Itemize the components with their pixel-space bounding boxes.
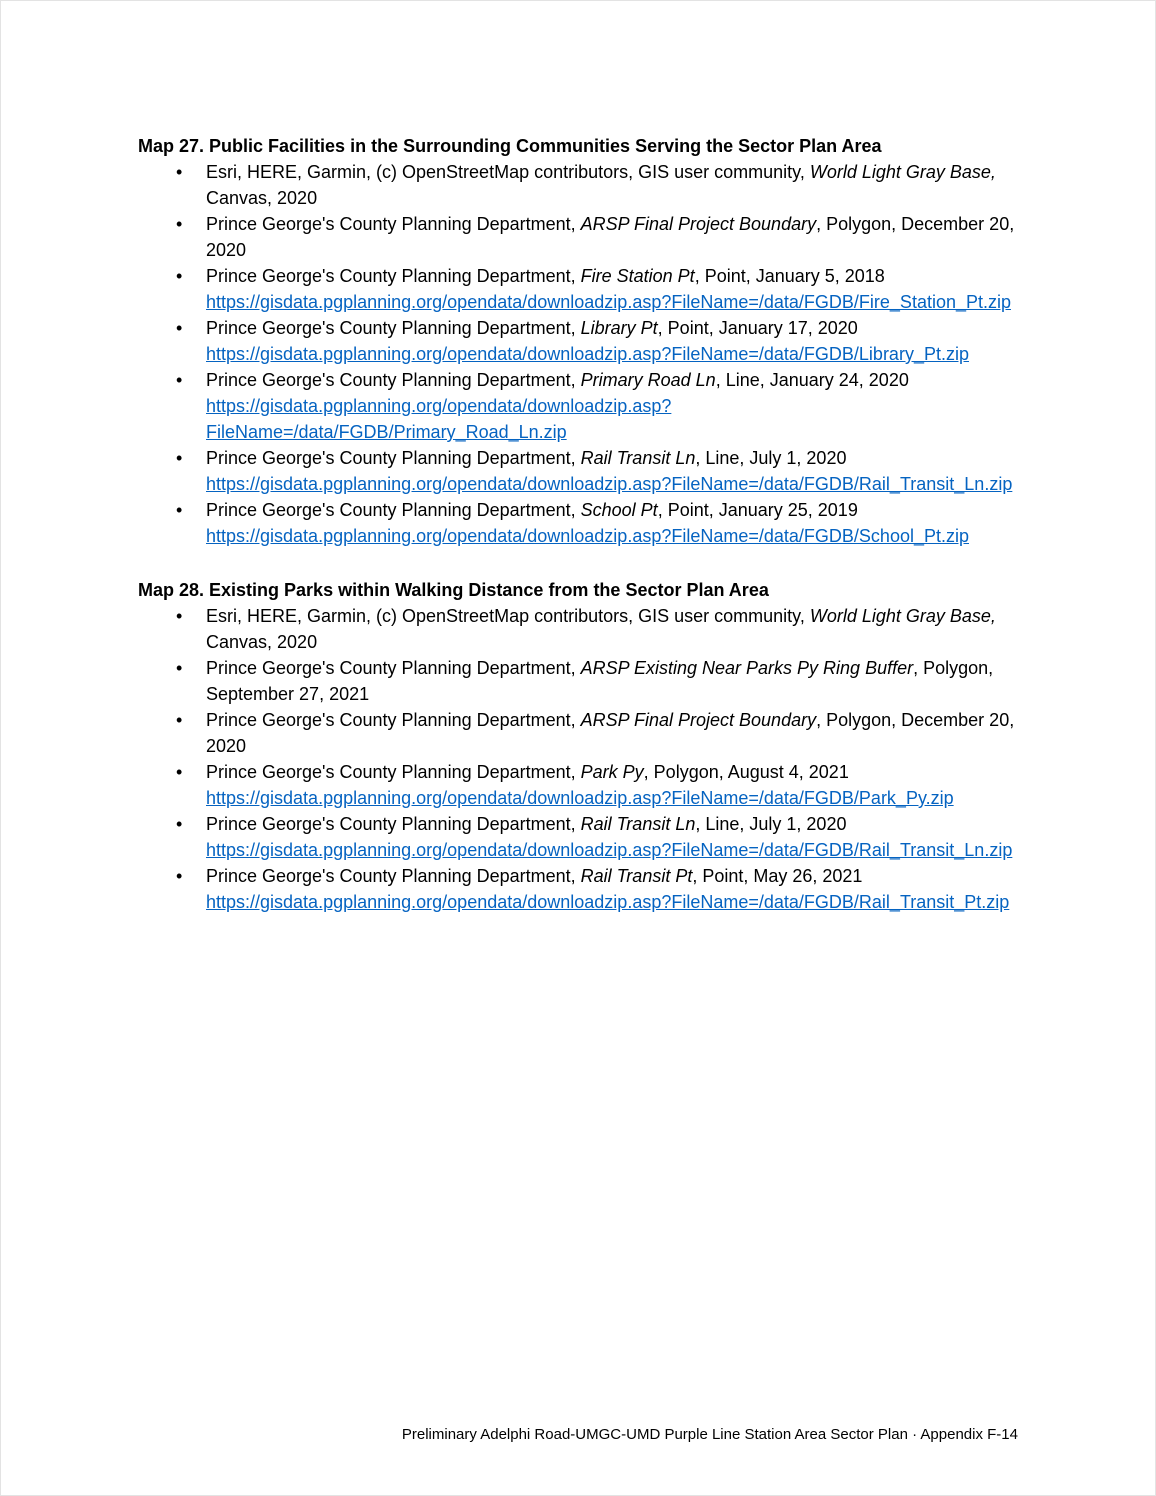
dataset-name-text: School Pt [580, 500, 658, 520]
source-list [138, 603, 1018, 915]
dataset-name-text: ARSP Final Project Boundary [580, 214, 817, 234]
source-text: Prince George's County Planning Department, [206, 658, 581, 678]
source-text: Prince George's County Planning Department, [206, 814, 581, 834]
source-text: , Polygon, December 20, 2020 [206, 710, 1015, 756]
section-title: Map 28. Existing Parks within Walking Distance from the Sector Plan Area [138, 580, 769, 600]
download-link[interactable]: https://gisdata.pgplanning.org/opendata/downloadzip.asp?FileName=/data/FGDB/Rail_Transit_Pt.zip [206, 892, 1010, 912]
source-text: , Polygon, December 20, 2020 [206, 214, 1015, 260]
dataset-name-text: Fire Station Pt [580, 266, 695, 286]
dataset-name-text: ARSP Final Project Boundary [580, 710, 817, 730]
source-text: , Line, January 24, 2020 [715, 370, 909, 390]
source-item [138, 863, 1018, 915]
download-link[interactable]: https://gisdata.pgplanning.org/opendata/downloadzip.asp?FileName=/data/FGDB/Rail_Transit_Ln.zip [206, 840, 1013, 860]
source-text: , Point, May 26, 2021 [692, 866, 863, 886]
source-item [138, 655, 1018, 707]
dataset-name-text: Rail Transit Pt [580, 866, 693, 886]
source-text: , Point, January 25, 2019 [657, 500, 858, 520]
source-text: , Polygon, August 4, 2021 [643, 762, 849, 782]
source-text: Prince George's County Planning Department, [206, 318, 581, 338]
section-title: Map 27. Public Facilities in the Surrounding Communities Serving the Sector Plan Area [138, 136, 882, 156]
dataset-name-text: Primary Road Ln [580, 370, 716, 390]
dataset-name-text: World Light Gray Base, [809, 606, 996, 626]
source-text: , Line, July 1, 2020 [695, 448, 847, 468]
source-item [138, 315, 1018, 367]
source-item [138, 759, 1018, 811]
source-text: Prince George's County Planning Department, [206, 762, 581, 782]
source-text: Prince George's County Planning Department, [206, 710, 581, 730]
source-item [138, 367, 1018, 445]
source-text: Prince George's County Planning Department, [206, 266, 581, 286]
source-item [138, 603, 1018, 655]
source-text: Prince George's County Planning Department, [206, 370, 581, 390]
source-item [138, 211, 1018, 263]
dataset-name-text: Park Py [580, 762, 644, 782]
source-text: Esri, HERE, Garmin, (c) OpenStreetMap contributors, GIS user community, [206, 162, 810, 182]
download-link[interactable]: https://gisdata.pgplanning.org/opendata/downloadzip.asp?FileName=/data/FGDB/Park_Py.zip [206, 788, 954, 808]
source-item [138, 811, 1018, 863]
download-link[interactable]: https://gisdata.pgplanning.org/opendata/downloadzip.asp?FileName=/data/FGDB/School_Pt.zip [206, 526, 969, 546]
download-link[interactable]: https://gisdata.pgplanning.org/opendata/downloadzip.asp?FileName=/data/FGDB/Primary_Road_Ln.zip [206, 396, 672, 442]
dataset-name-text: ARSP Existing Near Parks Py Ring Buffer [580, 658, 914, 678]
document-content [138, 133, 1018, 943]
page-footer: Preliminary Adelphi Road-UMGC-UMD Purple Line Station Area Sector Plan · Appendix F-14 [401, 1426, 1018, 1443]
source-text: Prince George's County Planning Department, [206, 866, 581, 886]
source-text: , Point, January 5, 2018 [694, 266, 885, 286]
dataset-name-text: Rail Transit Ln [580, 814, 696, 834]
source-item [138, 497, 1018, 549]
source-text: Prince George's County Planning Department, [206, 214, 581, 234]
source-text: , Line, July 1, 2020 [695, 814, 847, 834]
source-list [138, 159, 1018, 549]
source-item [138, 159, 1018, 211]
dataset-name-text: World Light Gray Base, [809, 162, 996, 182]
source-text: , Polygon, September 27, 2021 [206, 658, 994, 704]
source-text: Canvas, 2020 [206, 632, 318, 652]
source-item [138, 263, 1018, 315]
dataset-name-text: Rail Transit Ln [580, 448, 696, 468]
source-item [138, 707, 1018, 759]
source-text: Canvas, 2020 [206, 188, 318, 208]
source-text: Esri, HERE, Garmin, (c) OpenStreetMap contributors, GIS user community, [206, 606, 810, 626]
source-text: , Point, January 17, 2020 [657, 318, 858, 338]
source-text: Prince George's County Planning Department, [206, 448, 581, 468]
download-link[interactable]: https://gisdata.pgplanning.org/opendata/downloadzip.asp?FileName=/data/FGDB/Library_Pt.zip [206, 344, 969, 364]
dataset-name-text: Library Pt [580, 318, 658, 338]
download-link[interactable]: https://gisdata.pgplanning.org/opendata/downloadzip.asp?FileName=/data/FGDB/Rail_Transit_Ln.zip [206, 474, 1013, 494]
source-item [138, 445, 1018, 497]
download-link[interactable]: https://gisdata.pgplanning.org/opendata/downloadzip.asp?FileName=/data/FGDB/Fire_Station_Pt.zip [206, 292, 1011, 312]
source-text: Prince George's County Planning Department, [206, 500, 581, 520]
